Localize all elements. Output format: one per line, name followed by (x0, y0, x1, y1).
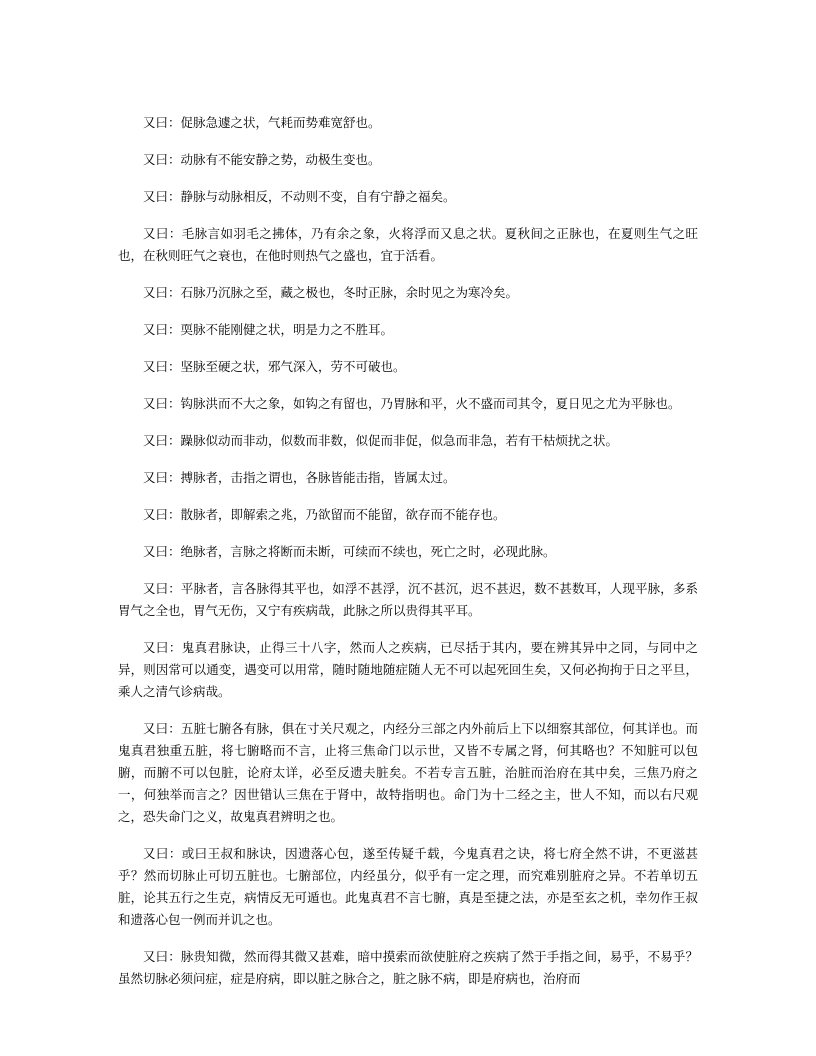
paragraph: 又曰：绝脉者，言脉之将断而未断，可续而不续也，死亡之时，必现此脉。 (143, 544, 556, 559)
paragraph: 又曰：毛脉言如羽毛之拂体，乃有余之象，火将浮而又息之状。夏秋间之正脉也，在夏则生气之旺也，在秋则旺气之衰也，在他时则热气之盛也，宜于活看。 (118, 226, 698, 263)
paragraph: 又曰：或曰王叔和脉诀，因遗落心包，遂至传疑千载，今鬼真君之诀，将七府全然不讲，不更滋甚乎？然而切脉止可切五脏也。七腑部位，内经虽分，似乎有一定之理，而究难别脏府之异。不若单切五脏，论其五行之生克，病情反无可遁也。此鬼真君不言七腑，真是至捷之法，亦是至玄之机，幸勿作王叔和遗落心包一例而并讥之也。 (118, 846, 698, 927)
paragraph: 又曰：躁脉似动而非动，似数而非数，似促而非促，似急而非急，若有干枯烦扰之状。 (143, 433, 619, 448)
paragraph: 又曰：静脉与动脉相反，不动则不变，自有宁静之福矣。 (143, 189, 456, 204)
paragraph: 又曰：促脉急遽之状，气耗而势难宽舒也。 (143, 115, 381, 130)
paragraph: 又曰：五脏七腑各有脉，俱在寸关尺观之，内经分三部之内外前后上下以细察其部位，何其详也。而鬼真君独重五脏，将七腑略而不言，止将三焦命门以示世，又皆不专属之肾，何其略也？不知脏可以包腑，而腑不可以包脏，论府太详，必至反遗夫脏矣。不若专言五脏，治脏而治府在其中矣，三焦乃府之一，何独举而言之？因世错认三焦在于肾中，故特指明也。命门为十二经之主，世人不知，而以右尺观之，恐失命门之义，故鬼真君辨明之也。 (118, 721, 698, 824)
paragraph: 又曰：动脉有不能安静之势，动极生变也。 (143, 152, 381, 167)
paragraph: 又曰：坚脉至硬之状，邪气深入，劳不可破也。 (143, 359, 406, 374)
paragraph: 又曰：鬼真君脉诀，止得三十八字，然而人之疾病，已尽括于其内，要在辨其异中之同，与同中之异，则因常可以通变，遇变可以用常，随时随地随症随人无不可以起死回生矣，又何必拘拘于日之平旦，乘人之清气诊病哉。 (118, 640, 698, 699)
paragraph: 又曰：搏脉者，击指之谓也，各脉皆能击指，皆属太过。 (143, 470, 456, 485)
paragraph: 又曰：钩脉洪而不大之象，如钩之有留也，乃胃脉和平，火不盛而司其令，夏日见之尤为平脉也。 (143, 396, 681, 411)
paragraph: 又曰：脉贵知微，然而得其微又甚难，暗中摸索而欲使脏府之疾病了然于手指之间，易乎，不易乎？虽然切脉必须问症，症是府病，即以脏之脉合之，脏之脉不病，即是府病也，治府而 (118, 949, 698, 986)
document-page (118, 112, 698, 1032)
paragraph: 又曰：耎脉不能刚健之状，明是力之不胜耳。 (143, 322, 394, 337)
paragraph: 又曰：平脉者，言各脉得其平也，如浮不甚浮，沉不甚沉，迟不甚迟，数不甚数耳，人现平脉，多系胃气之全也，胃气无伤，又宁有疾病哉，此脉之所以贵得其平耳。 (118, 581, 698, 618)
paragraph: 又曰：散脉者，即解索之兆，乃欲留而不能留，欲存而不能存也。 (143, 507, 506, 522)
paragraph: 又曰：石脉乃沉脉之至，藏之极也，冬时正脉，余时见之为寒冷矣。 (143, 285, 519, 300)
